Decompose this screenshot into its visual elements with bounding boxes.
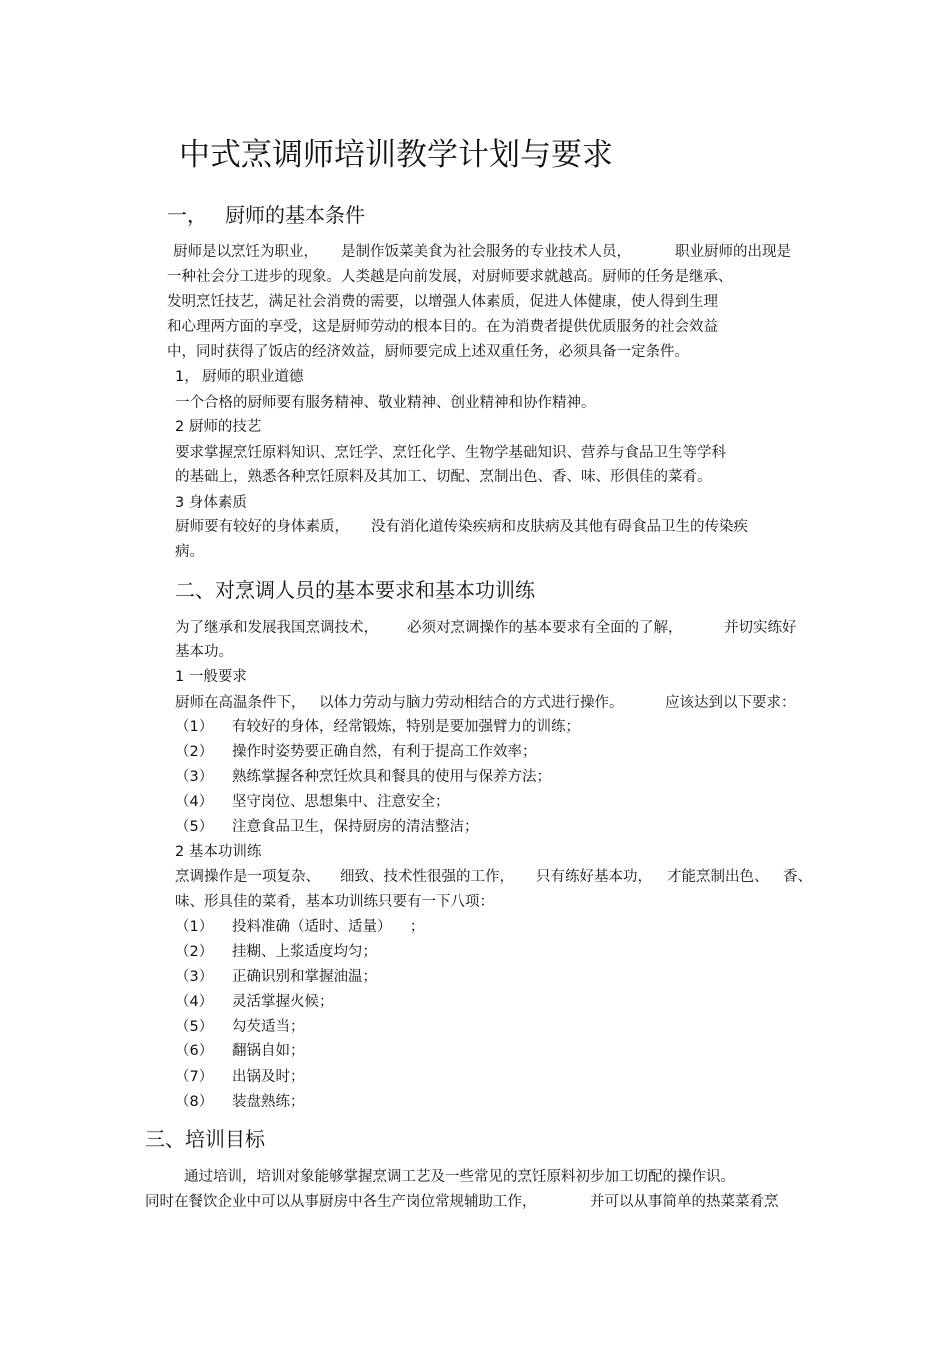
paragraph-line: 厨师在高温条件下， xyxy=(175,695,306,711)
paragraph-line: 职业厨师的出现是 xyxy=(675,244,791,260)
list-item: 坚守岗位、思想集中、注意安全； xyxy=(232,794,450,810)
paragraph-line: 烹调操作是一项复杂、 xyxy=(175,869,320,885)
paragraph-line: 没有消化道传染疾病和皮肤病及其他有碍食品卫生的传染疾 xyxy=(371,519,748,535)
section-1-number: 一， xyxy=(167,203,207,227)
list-item: 挂糊、上浆适度均匀； xyxy=(232,944,377,960)
paragraph-line: 必须对烹调操作的基本要求有全面的了解， xyxy=(407,620,683,636)
list-item-number: （4） xyxy=(175,994,214,1010)
paragraph-line: 应该达到以下要求： xyxy=(665,695,796,711)
paragraph-line: 一个合格的厨师要有服务精神、敬业精神、创业精神和协作精神。 xyxy=(175,395,596,411)
list-item-number: （7） xyxy=(175,1069,214,1085)
subsection-title: 厨师的职业道德 xyxy=(202,369,304,385)
list-item: 熟练掌握各种烹饪炊具和餐具的使用与保养方法； xyxy=(232,769,551,785)
list-item: 操作时姿势要正确自然，有利于提高工作效率； xyxy=(232,744,537,760)
paragraph-line: 和心理两方面的享受，这是厨师劳动的根本目的。在为消费者提供优质服务的社会效益 xyxy=(167,319,718,335)
paragraph-line: 要求掌握烹饪原料知识、烹饪学、烹饪化学、生物学基础知识、营养与食品卫生等学科 xyxy=(175,445,726,461)
list-item-number: （4） xyxy=(175,794,214,810)
paragraph-line: 基本功。 xyxy=(175,644,233,660)
paragraph-line: 为了继承和发展我国烹调技术， xyxy=(175,620,378,636)
section-3-heading: 三、培训目标 xyxy=(145,1127,265,1151)
paragraph-line: 的基础上，熟悉各种烹饪原料及其加工、切配、烹制出色、香、味、形俱佳的菜肴。 xyxy=(175,469,712,485)
list-item: 出锅及时； xyxy=(232,1069,305,1085)
paragraph-line: 病。 xyxy=(175,544,204,560)
subsection-title: 3 身体素质 xyxy=(175,495,247,511)
paragraph-line: 才能烹制出色、 xyxy=(667,869,769,885)
page-title: 中式烹调师培训教学计划与要求 xyxy=(179,137,613,173)
paragraph-line: 中，同时获得了饭店的经济效益，厨师要完成上述双重任务，必须具备一定条件。 xyxy=(167,344,689,360)
list-item-number: （2） xyxy=(175,944,214,960)
subsection-title: 2 基本功训练 xyxy=(175,844,262,860)
paragraph-line: 以体力劳动与脑力劳动相结合的方式进行操作。 xyxy=(319,695,624,711)
paragraph-line: 厨师要有较好的身体素质， xyxy=(175,519,349,535)
subsection-number: 1， xyxy=(175,369,199,385)
list-item: 灵活掌握火候； xyxy=(232,994,334,1010)
paragraph-line: 并可以从事简单的热菜菜肴烹 xyxy=(590,1194,779,1210)
list-item-number: （1） xyxy=(175,919,214,935)
list-item-number: （1） xyxy=(175,719,214,735)
paragraph-line: 同时在餐饮企业中可以从事厨房中各生产岗位常规辅助工作， xyxy=(145,1194,537,1210)
paragraph-line: 一种社会分工进步的现象。人类越是向前发展，对厨师要求就越高。厨师的任务是继承、 xyxy=(167,269,733,285)
paragraph-line: 发明烹饪技艺，满足社会消费的需要，以增强人体素质，促进人体健康，使人得到生理 xyxy=(167,294,718,310)
paragraph-line: 香、 xyxy=(783,869,812,885)
subsection-title: 1 一般要求 xyxy=(175,669,247,685)
list-item: 翻锅自如； xyxy=(232,1043,305,1059)
list-item-number: （3） xyxy=(175,769,214,785)
section-1-heading: 厨师的基本条件 xyxy=(225,203,365,227)
list-item-number: （2） xyxy=(175,744,214,760)
list-item: 装盘熟练； xyxy=(232,1094,305,1110)
paragraph-line: 细致、技术性很强的工作， xyxy=(340,869,514,885)
paragraph-line: 是制作饭菜美食为社会服务的专业技术人员， xyxy=(341,244,631,260)
list-item: 正确识别和掌握油温； xyxy=(232,969,377,985)
list-item-number: （3） xyxy=(175,969,214,985)
list-item: 投料准确（适时、适量） ； xyxy=(232,919,425,935)
paragraph-line: 通过培训，培训对象能够掌握烹调工艺及一些常见的烹饪原料初步加工切配的操作识。 xyxy=(184,1169,735,1185)
list-item: 勾芡适当； xyxy=(232,1019,305,1035)
paragraph-line: 厨师是以烹饪为职业， xyxy=(173,244,318,260)
list-item: 有较好的身体，经常锻炼，特别是要加强臂力的训练； xyxy=(232,719,580,735)
subsection-title: 2 厨师的技艺 xyxy=(175,419,262,435)
paragraph-line: 并切实练好 xyxy=(724,620,797,636)
list-item: 注意食品卫生，保持厨房的清洁整洁； xyxy=(232,819,479,835)
list-item-number: （5） xyxy=(175,819,214,835)
list-item-number: （8） xyxy=(175,1094,214,1110)
section-2-heading: 二、对烹调人员的基本要求和基本功训练 xyxy=(175,578,535,602)
list-item-number: （6） xyxy=(175,1043,214,1059)
paragraph-line: 味、形具佳的菜肴，基本功训练只要有一下八项： xyxy=(175,894,494,910)
list-item-number: （5） xyxy=(175,1019,214,1035)
paragraph-line: 只有练好基本功， xyxy=(536,869,652,885)
